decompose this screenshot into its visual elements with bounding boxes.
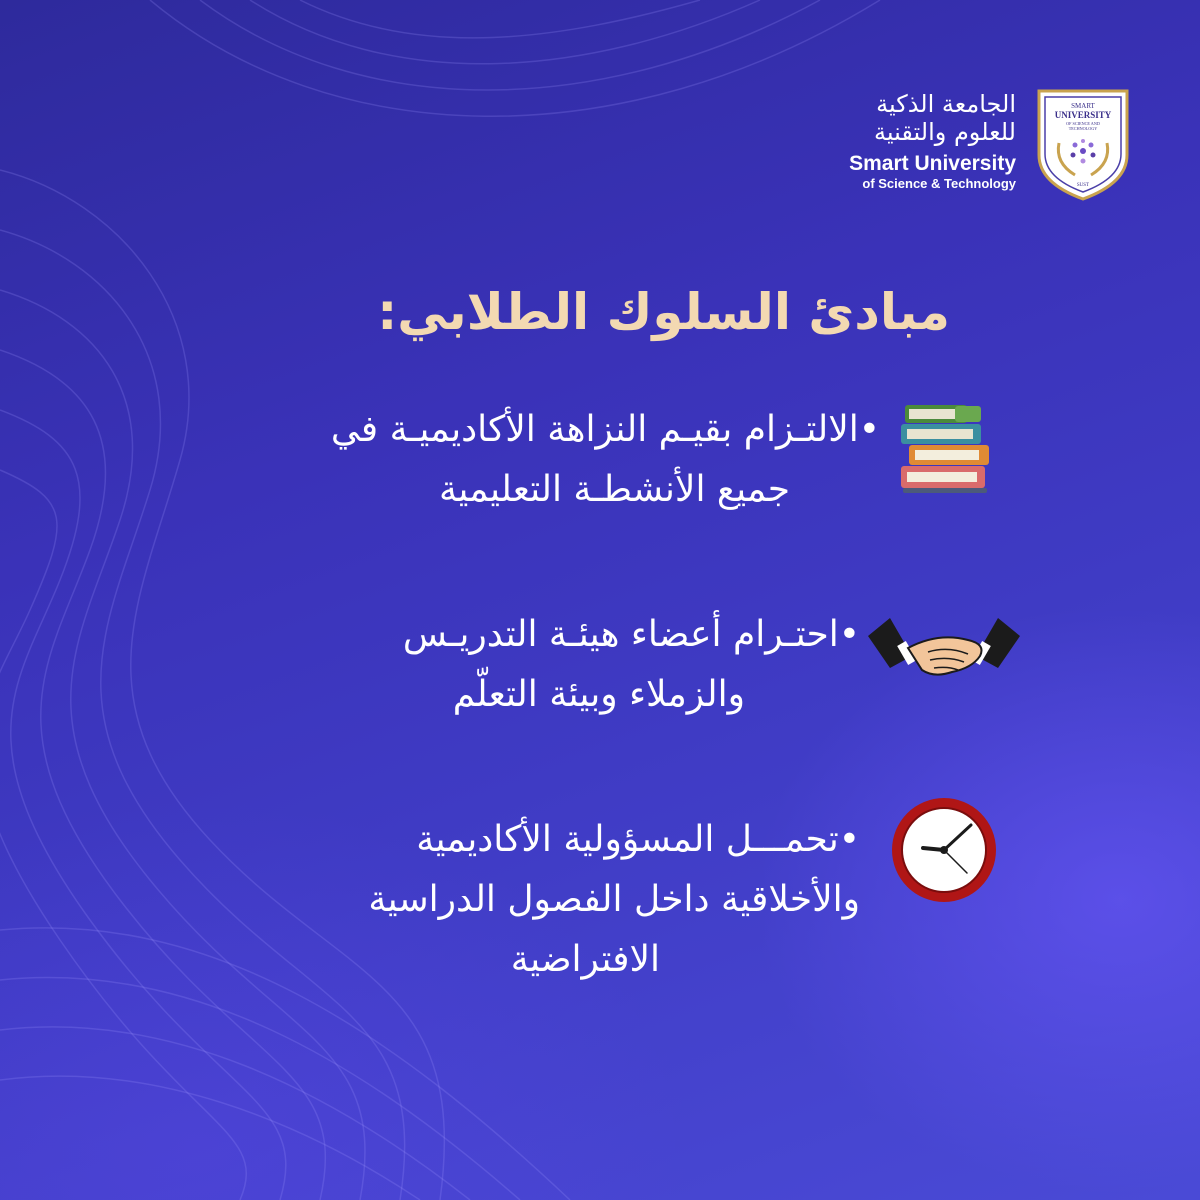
principle-3-line1-text: تحمـــل المسؤولية الأكاديمية	[416, 819, 839, 860]
university-emblem-logo	[1033, 83, 1133, 201]
svg-text:SUST: SUST	[1076, 183, 1090, 188]
bullet-dot: •	[838, 614, 860, 655]
principle-item-2	[240, 605, 860, 725]
logo-english-line2: of Science & Technology	[862, 176, 1016, 191]
books-icon	[895, 400, 995, 495]
principle-item-3	[200, 810, 860, 990]
svg-text:TECHNOLOGY: TECHNOLOGY	[1068, 126, 1098, 131]
principle-1-line2: جميع الأنشطـة التعليمية	[439, 469, 790, 510]
logo-english-line1: Smart University	[849, 152, 1016, 175]
bullet-dot: •	[858, 409, 880, 450]
logo-arabic-line1: الجامعة الذكية	[876, 90, 1016, 118]
svg-text:SMART: SMART	[1071, 102, 1095, 110]
svg-text:UNIVERSITY: UNIVERSITY	[1054, 110, 1112, 120]
clock-icon	[889, 795, 999, 905]
principle-1-line1-text: الالتـزام بقيـم النزاهة الأكاديميـة في	[330, 409, 859, 450]
page-title: مبادئ السلوك الطلابي:	[377, 283, 950, 341]
principle-item-1	[200, 400, 880, 520]
principle-2-line2: والزملاء وبيئة التعلّم	[452, 674, 745, 715]
university-wordmark	[716, 90, 1016, 192]
principle-2-line1-text: احتـرام أعضاء هيئـة التدريـس	[402, 614, 839, 655]
svg-text:OF SCIENCE AND: OF SCIENCE AND	[1066, 121, 1100, 126]
principle-3-line2: والأخلاقية داخل الفصول الدراسية	[368, 879, 860, 920]
principle-1-line1	[200, 400, 880, 460]
bullet-dot: •	[838, 819, 860, 860]
handshake-icon	[868, 598, 1020, 690]
principle-2-line1	[240, 605, 860, 665]
principle-3-line1	[200, 810, 860, 870]
logo-arabic-line2: للعلوم والتقنية	[874, 118, 1016, 146]
principle-3-line3: الافتراضية	[510, 939, 660, 980]
